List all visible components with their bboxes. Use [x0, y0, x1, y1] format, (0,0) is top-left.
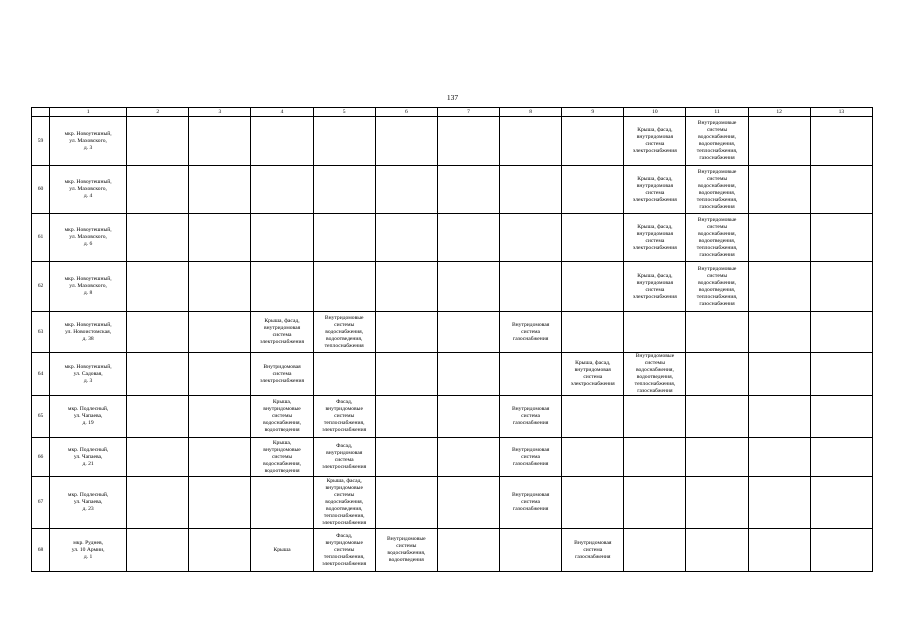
work-type-cell	[127, 312, 189, 353]
work-type-cell	[375, 166, 437, 214]
row-number-cell: 60	[32, 166, 50, 214]
work-type-cell	[748, 396, 810, 438]
work-type-cell	[189, 214, 251, 262]
table-row	[32, 214, 873, 262]
work-type-cell	[127, 438, 189, 477]
table-row	[32, 117, 873, 166]
work-type-cell	[500, 353, 562, 396]
work-type-cell: Внутридомовая система газоснабжения	[500, 477, 562, 529]
work-type-cell	[127, 117, 189, 166]
work-type-cell	[251, 214, 313, 262]
work-type-cell: Внутридомовые системы водоснабжения, водоотведения, теплоснабжения, газоснабжения	[686, 214, 748, 262]
work-type-cell: Крыша, фасад, внутридомовая система электроснабжения	[251, 312, 313, 353]
work-type-cell	[810, 477, 872, 529]
work-type-cell: Внутридомовая система газоснабжения	[500, 438, 562, 477]
work-type-cell: Крыша, внутридомовые системы водоснабжения, водоотведения	[251, 438, 313, 477]
work-type-cell	[810, 166, 872, 214]
work-type-cell	[127, 214, 189, 262]
column-header: 11	[686, 108, 748, 117]
column-header: 5	[313, 108, 375, 117]
work-type-cell	[437, 262, 499, 312]
table-row	[32, 166, 873, 214]
work-type-cell: Крыша, внутридомовые системы водоснабжения, водоотведения	[251, 396, 313, 438]
work-type-cell	[127, 166, 189, 214]
work-type-cell	[189, 353, 251, 396]
work-type-cell: Фасад, внутридомовые системы теплоснабжения, электроснабжения	[313, 529, 375, 572]
work-type-cell	[375, 117, 437, 166]
work-type-cell	[624, 438, 686, 477]
work-type-cell	[251, 477, 313, 529]
work-type-cell	[748, 529, 810, 572]
work-type-cell	[748, 166, 810, 214]
work-type-cell	[189, 166, 251, 214]
work-type-cell: Внутридомовая система газоснабжения	[500, 312, 562, 353]
column-header: 7	[437, 108, 499, 117]
work-type-cell	[189, 262, 251, 312]
work-type-cell	[624, 529, 686, 572]
work-type-cell	[189, 529, 251, 572]
column-header-blank	[32, 108, 50, 117]
table-row	[32, 262, 873, 312]
work-type-cell	[748, 438, 810, 477]
address-cell: мкр. Новоутешный, ул. Маховского, д. 3	[50, 117, 127, 166]
column-header: 4	[251, 108, 313, 117]
work-type-cell	[375, 477, 437, 529]
work-type-cell	[500, 529, 562, 572]
work-type-cell	[810, 214, 872, 262]
work-type-cell	[375, 312, 437, 353]
address-cell: мкр. Новоутешный, ул. Садовая, д. 3	[50, 353, 127, 396]
work-type-cell: Крыша, фасад, внутридомовая система электроснабжения	[562, 353, 624, 396]
work-type-cell	[810, 312, 872, 353]
work-type-cell	[810, 438, 872, 477]
row-number-cell: 62	[32, 262, 50, 312]
work-type-cell	[437, 166, 499, 214]
work-type-cell	[189, 438, 251, 477]
work-type-cell	[437, 353, 499, 396]
work-type-cell	[624, 312, 686, 353]
work-type-cell	[437, 396, 499, 438]
work-type-cell: Крыша, фасад, внутридомовые системы водоснабжения, водоотведения, теплоснабжения, электроснабжения	[313, 477, 375, 529]
work-type-cell: Внутридомовая система газоснабжения	[500, 396, 562, 438]
work-type-cell	[500, 262, 562, 312]
column-header: 9	[562, 108, 624, 117]
work-type-cell: Внутридомовая система электроснабжения	[251, 353, 313, 396]
work-type-cell	[127, 477, 189, 529]
row-number-cell: 65	[32, 396, 50, 438]
work-type-cell	[748, 477, 810, 529]
work-type-cell: Внутридомовые системы водоснабжения, водоотведения	[375, 529, 437, 572]
work-type-cell	[748, 353, 810, 396]
work-type-cell: Крыша, фасад, внутридомовая система электроснабжения	[624, 262, 686, 312]
work-type-cell	[686, 312, 748, 353]
address-cell: мкр. Подлесный, ул. Чапаева, д. 23	[50, 477, 127, 529]
capital-repair-table	[31, 107, 873, 572]
work-type-cell	[189, 117, 251, 166]
work-type-cell	[437, 312, 499, 353]
work-type-cell: Внутридомовые системы водоснабжения, водоотведения, теплоснабжения, газоснабжения	[686, 166, 748, 214]
address-cell: мкр. Новоутешный, ул. Маховского, д. 6	[50, 214, 127, 262]
table-row	[32, 529, 873, 572]
table-row	[32, 438, 873, 477]
work-type-cell: Фасад, внутридомовая система электроснабжения	[313, 438, 375, 477]
work-type-cell	[562, 262, 624, 312]
work-type-cell: Внутридомовые системы водоснабжения, водоотведения, теплоснабжения, газоснабжения	[624, 353, 686, 396]
work-type-cell	[437, 529, 499, 572]
work-type-cell	[375, 214, 437, 262]
work-type-cell	[810, 262, 872, 312]
column-header: 3	[189, 108, 251, 117]
column-header: 12	[748, 108, 810, 117]
column-header: 2	[127, 108, 189, 117]
work-type-cell	[189, 396, 251, 438]
column-header: 13	[810, 108, 872, 117]
work-type-cell: Внутридомовые системы водоснабжения, водоотведения, теплоснабжения, газоснабжения	[686, 262, 748, 312]
work-type-cell	[313, 214, 375, 262]
work-type-cell	[686, 396, 748, 438]
address-cell: мкр. Новоутешный, ул. Маховского, д. 8	[50, 262, 127, 312]
work-type-cell	[500, 166, 562, 214]
column-header: 1	[50, 108, 127, 117]
table-row	[32, 396, 873, 438]
work-type-cell	[562, 396, 624, 438]
work-type-cell	[500, 214, 562, 262]
work-type-cell: Крыша, фасад, внутридомовая система электроснабжения	[624, 166, 686, 214]
address-cell: мкр. Подлесный, ул. Чапаева, д. 21	[50, 438, 127, 477]
work-type-cell	[686, 529, 748, 572]
work-type-cell	[251, 117, 313, 166]
column-header: 6	[375, 108, 437, 117]
work-type-cell	[437, 477, 499, 529]
work-type-cell	[313, 262, 375, 312]
address-cell: мкр. Руднев, ул. 10 Армии, д. 1	[50, 529, 127, 572]
row-number-cell: 59	[32, 117, 50, 166]
address-cell: мкр. Подлесный, ул. Чапаева, д. 19	[50, 396, 127, 438]
work-type-cell	[375, 262, 437, 312]
work-type-cell	[313, 117, 375, 166]
row-number-cell: 61	[32, 214, 50, 262]
work-type-cell	[251, 262, 313, 312]
column-header: 8	[500, 108, 562, 117]
row-number-cell: 68	[32, 529, 50, 572]
work-type-cell	[375, 353, 437, 396]
work-type-cell	[686, 438, 748, 477]
work-type-cell	[810, 117, 872, 166]
work-type-cell	[562, 477, 624, 529]
column-header: 10	[624, 108, 686, 117]
work-type-cell	[748, 312, 810, 353]
work-type-cell	[500, 117, 562, 166]
work-type-cell	[313, 166, 375, 214]
table-row	[32, 353, 873, 396]
work-type-cell	[127, 353, 189, 396]
work-type-cell: Крыша, фасад, внутридомовая система электроснабжения	[624, 214, 686, 262]
row-number-cell: 63	[32, 312, 50, 353]
work-type-cell	[189, 477, 251, 529]
work-type-cell	[624, 477, 686, 529]
work-type-cell	[375, 396, 437, 438]
work-type-cell: Внутридомовые системы водоснабжения, водоотведения, теплоснабжения, газоснабжения	[686, 117, 748, 166]
row-number-cell: 64	[32, 353, 50, 396]
column-header-row	[32, 108, 873, 117]
work-type-cell	[313, 353, 375, 396]
table-row	[32, 312, 873, 353]
work-type-cell	[562, 166, 624, 214]
work-type-cell	[686, 353, 748, 396]
address-cell: мкр. Новоутешный, ул. Маховского, д. 4	[50, 166, 127, 214]
work-type-cell	[437, 117, 499, 166]
work-type-cell	[437, 214, 499, 262]
work-type-cell	[127, 262, 189, 312]
work-type-cell	[375, 438, 437, 477]
work-type-cell	[189, 312, 251, 353]
work-type-cell	[810, 529, 872, 572]
work-type-cell	[251, 166, 313, 214]
work-type-cell: Фасад, внутридомовые системы теплоснабжения, электроснабжения	[313, 396, 375, 438]
work-type-cell	[562, 117, 624, 166]
work-type-cell: Внутридомовая система газоснабжения	[562, 529, 624, 572]
work-type-cell	[810, 353, 872, 396]
work-type-cell	[562, 214, 624, 262]
work-type-cell	[562, 438, 624, 477]
address-cell: мкр. Новоутешный, ул. Новоистомская, д. 38	[50, 312, 127, 353]
work-type-cell: Крыша	[251, 529, 313, 572]
row-number-cell: 67	[32, 477, 50, 529]
work-type-cell	[437, 438, 499, 477]
work-type-cell: Внутридомовые системы водоснабжения, водоотведения, теплоснабжения	[313, 312, 375, 353]
work-type-cell: Крыша, фасад, внутридомовая система электроснабжения	[624, 117, 686, 166]
work-type-cell	[748, 214, 810, 262]
row-number-cell: 66	[32, 438, 50, 477]
page-number: 137	[446, 93, 459, 102]
table-row	[32, 477, 873, 529]
work-type-cell	[686, 477, 748, 529]
work-type-cell	[748, 262, 810, 312]
work-type-cell	[562, 312, 624, 353]
work-type-cell	[810, 396, 872, 438]
work-type-cell	[748, 117, 810, 166]
work-type-cell	[624, 396, 686, 438]
work-type-cell	[127, 396, 189, 438]
work-type-cell	[127, 529, 189, 572]
